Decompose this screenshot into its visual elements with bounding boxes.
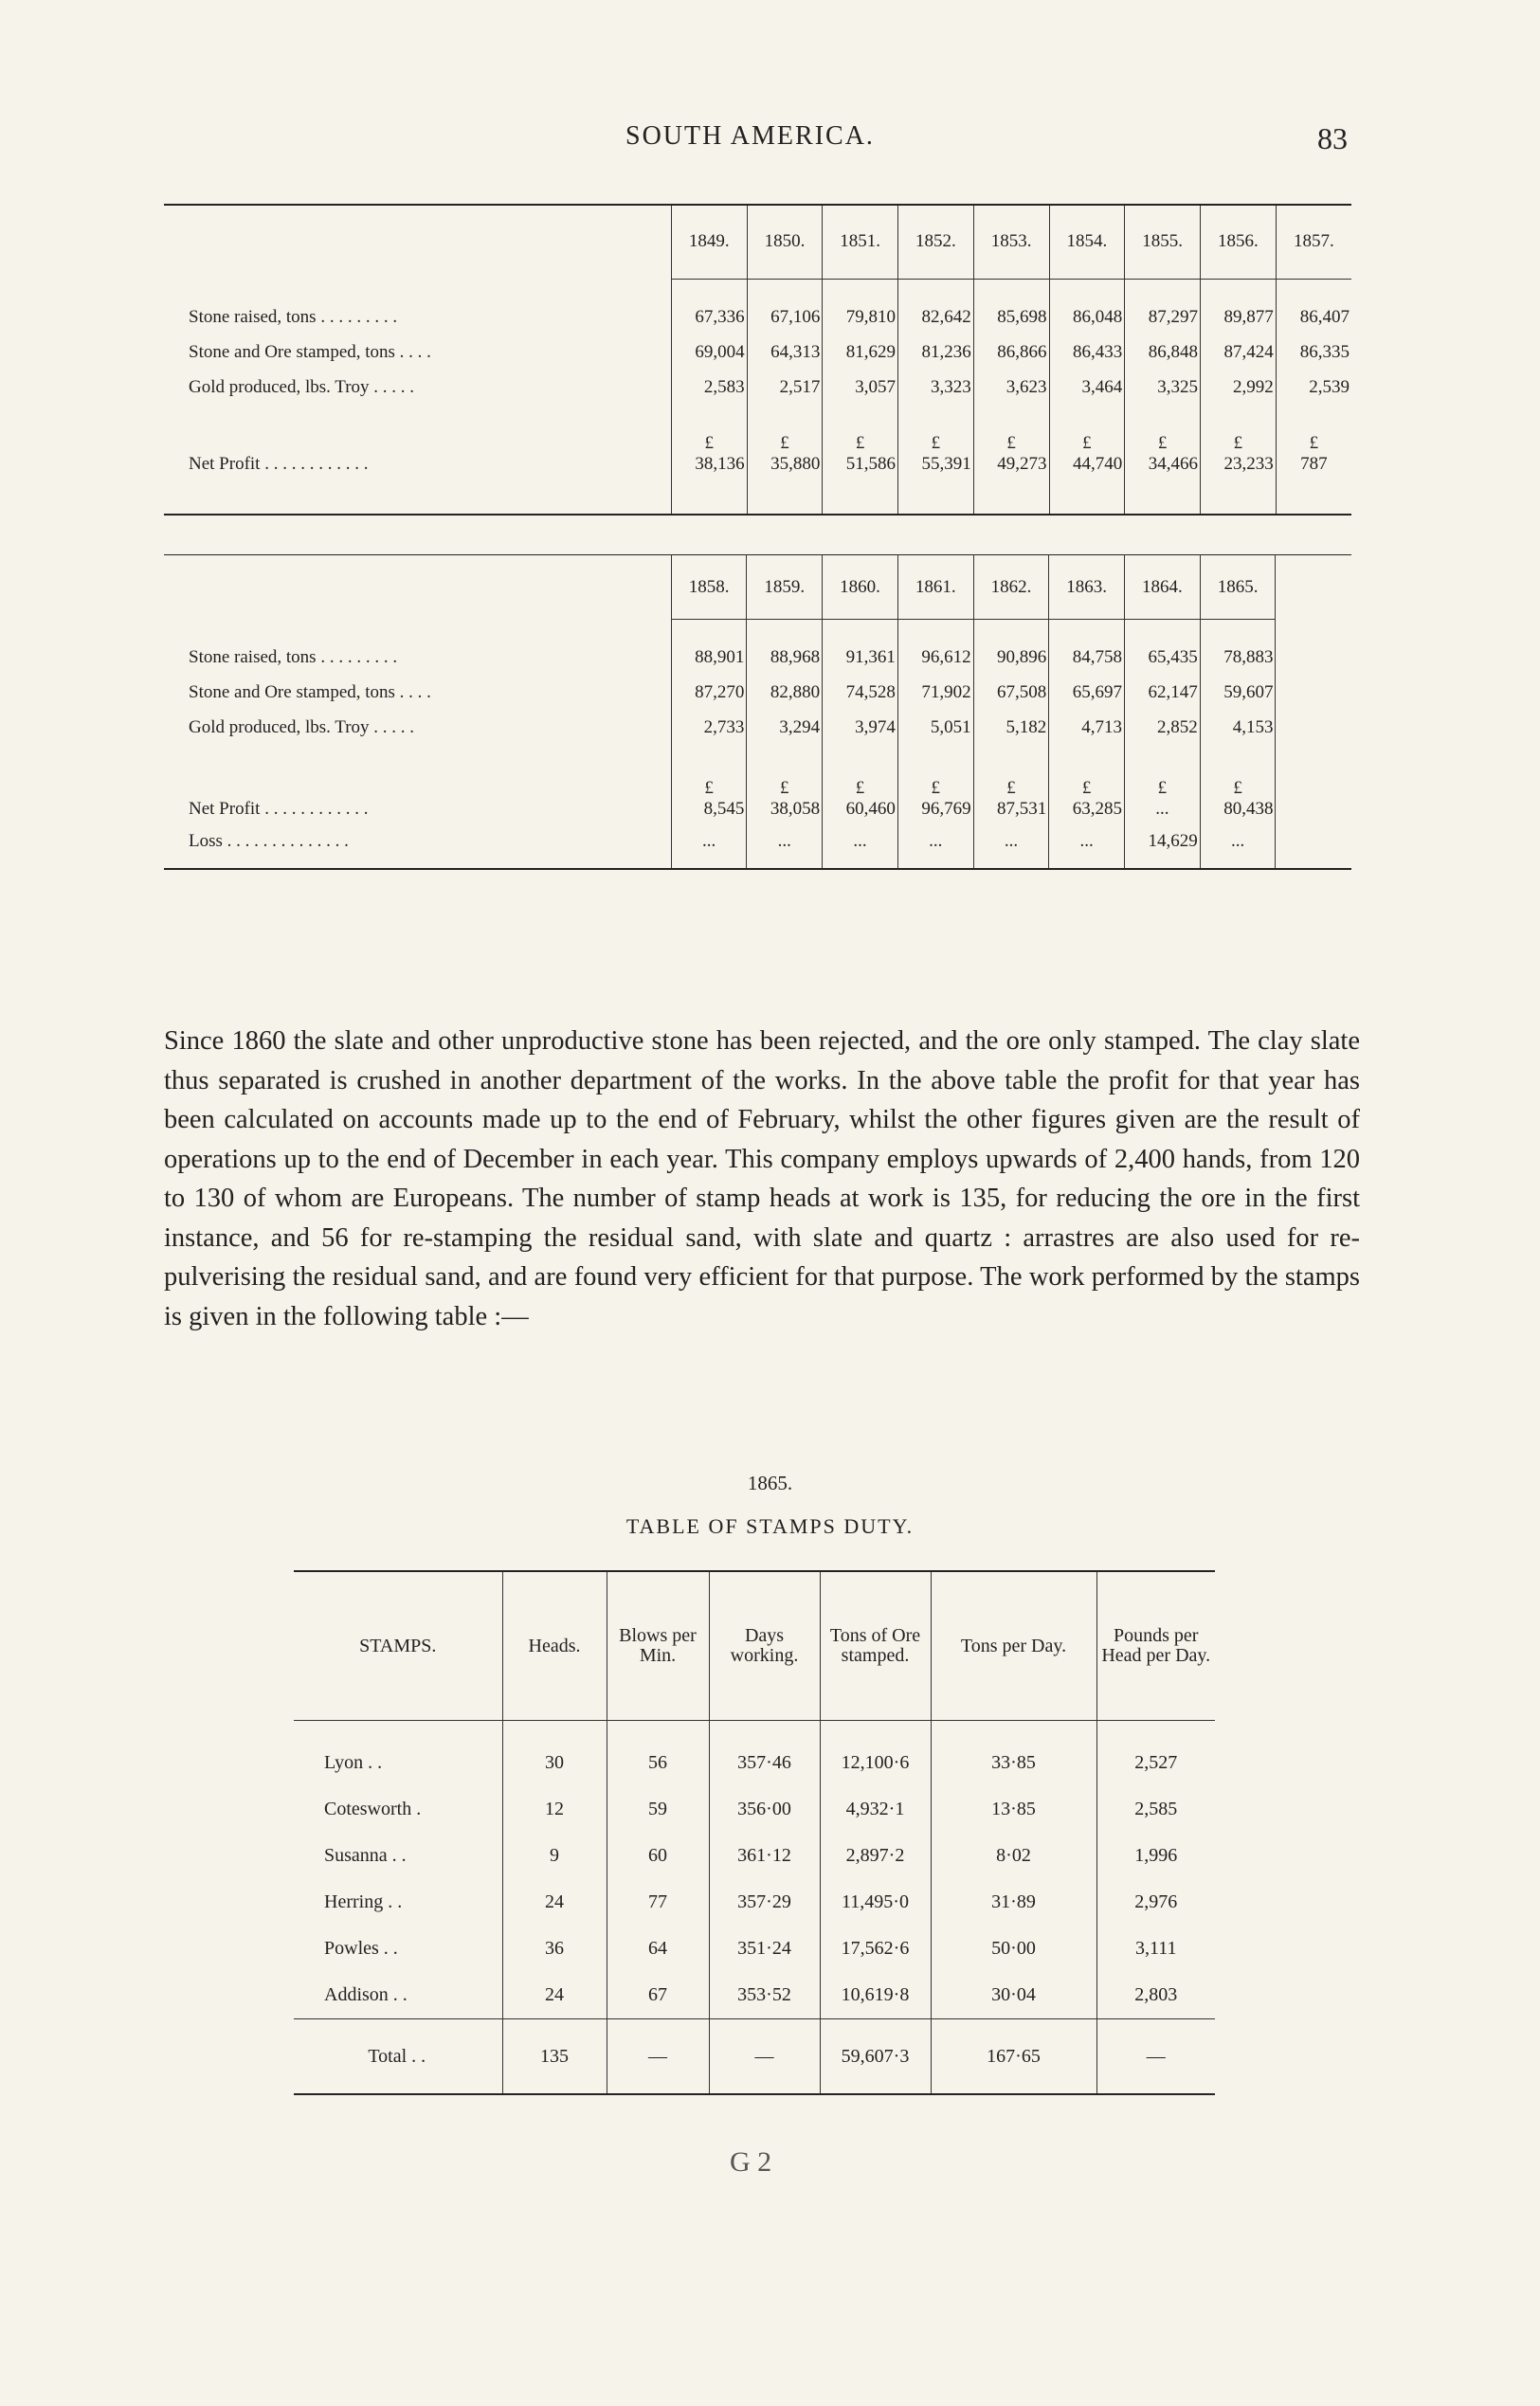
value-cell: 85,698 <box>973 299 1049 335</box>
value-cell: 80,438 <box>1200 799 1276 831</box>
value-cell: 67,336 <box>671 299 747 335</box>
value-cell: 3,111 <box>1096 1926 1215 1972</box>
value-cell: 82,642 <box>898 299 974 335</box>
currency-symbol: £ <box>823 405 898 454</box>
value-cell: ... <box>897 831 973 869</box>
row-label: Stone and Ore stamped, tons . . . . <box>189 341 431 362</box>
table-row <box>164 370 1351 405</box>
year-cell: 1864. <box>1125 555 1201 620</box>
value-cell: 87,424 <box>1200 335 1276 370</box>
value-cell: 62,147 <box>1125 676 1201 711</box>
value-cell: ... <box>823 831 898 869</box>
table-row <box>294 1786 1215 1833</box>
value-cell: 4,153 <box>1200 711 1276 746</box>
value-cell: 2,803 <box>1096 1972 1215 2019</box>
value-cell: 86,433 <box>1049 335 1125 370</box>
value-cell: 23,233 <box>1200 454 1276 486</box>
value-cell: 87,297 <box>1125 299 1201 335</box>
value-cell: 67,106 <box>747 299 823 335</box>
value-cell: 357·46 <box>709 1721 820 1787</box>
value-cell: 87,531 <box>973 799 1049 831</box>
currency-symbol: £ <box>1200 746 1276 799</box>
value-cell: 356·00 <box>709 1786 820 1833</box>
value-cell: 2,733 <box>671 711 747 746</box>
running-title: SOUTH AMERICA. <box>625 121 875 151</box>
value-cell: 3,464 <box>1049 370 1125 405</box>
value-cell: ... <box>1125 799 1201 831</box>
value-cell: 24 <box>502 1972 607 2019</box>
year-cell: 1863. <box>1049 555 1125 620</box>
value-cell: 49,273 <box>973 454 1049 486</box>
value-cell: 2,976 <box>1096 1879 1215 1926</box>
body-paragraph <box>164 1022 1360 1336</box>
value-cell: 13·85 <box>931 1786 1096 1833</box>
table-row <box>164 641 1351 676</box>
value-cell: 60 <box>607 1833 709 1879</box>
table-row <box>294 1972 1215 2019</box>
page-number: 83 <box>1317 121 1348 155</box>
value-cell: 87,270 <box>671 676 747 711</box>
value-cell: — <box>709 2019 820 2095</box>
currency-symbol: £ <box>671 405 747 454</box>
table-row <box>294 1926 1215 1972</box>
column-header: Tons of Ore stamped. <box>820 1571 931 1721</box>
value-cell: 74,528 <box>823 676 898 711</box>
value-cell: 351·24 <box>709 1926 820 1972</box>
value-cell: 8,545 <box>671 799 747 831</box>
row-label: Stone raised, tons . . . . . . . . . <box>189 306 398 327</box>
value-cell: 17,562·6 <box>820 1926 931 1972</box>
value-cell: 35,880 <box>747 454 823 486</box>
value-cell: 4,932·1 <box>820 1786 931 1833</box>
value-cell: 4,713 <box>1049 711 1125 746</box>
currency-symbol: £ <box>1276 405 1351 454</box>
value-cell: ... <box>973 831 1049 869</box>
value-cell: 2,585 <box>1096 1786 1215 1833</box>
value-cell: 64 <box>607 1926 709 1972</box>
stamp-name: Cotesworth . <box>324 1799 422 1819</box>
value-cell: 96,769 <box>897 799 973 831</box>
value-cell: — <box>607 2019 709 2095</box>
paragraph-text: Since 1860 the slate and other unproductive stone has been rejected, and the ore only stamped. The clay slate thus separated is crushed in another department of the works. In the above table the profit for that year has been calculated on accounts made up to the end of February, whilst the other figures given are the result of operations up to the end of December in each year. This company employs upwards of 2,400 hands, from 120 to 130 of whom are Europeans. The number of stamp heads at work is 135, for reducing the ore in the first instance, and 56 for re-stamping the residual sand, with slate and quartz : arrastres are also used for re-pulverising the residual sand, and are found very efficient for that purpose. The work performed by the stamps is given in the following table :— <box>164 1026 1360 1331</box>
value-cell: 361·12 <box>709 1833 820 1879</box>
value-cell: 3,323 <box>898 370 974 405</box>
value-cell: 9 <box>502 1833 607 1879</box>
currency-row <box>164 746 1351 799</box>
currency-symbol: £ <box>1200 405 1276 454</box>
value-cell: ... <box>1049 831 1125 869</box>
value-cell: 59,607·3 <box>820 2019 931 2095</box>
currency-symbol: £ <box>823 746 898 799</box>
net-profit-row <box>164 799 1351 831</box>
value-cell: 31·89 <box>931 1879 1096 1926</box>
column-header: STAMPS. <box>294 1571 502 1721</box>
table-row <box>164 711 1351 746</box>
signature-mark: G 2 <box>730 2146 772 2178</box>
value-cell: 3,623 <box>973 370 1049 405</box>
value-cell: 71,902 <box>897 676 973 711</box>
value-cell: 38,136 <box>671 454 747 486</box>
year-cell: 1852. <box>898 205 974 279</box>
value-cell: 86,866 <box>973 335 1049 370</box>
value-cell: 64,313 <box>747 335 823 370</box>
currency-symbol: £ <box>897 746 973 799</box>
value-cell: 86,407 <box>1276 299 1351 335</box>
year-cell: 1857. <box>1276 205 1351 279</box>
column-header: Tons per Day. <box>931 1571 1096 1721</box>
value-cell: 86,848 <box>1125 335 1201 370</box>
value-cell: 3,974 <box>823 711 898 746</box>
row-label: Net Profit . . . . . . . . . . . . <box>189 454 369 474</box>
table-row <box>164 335 1351 370</box>
value-cell: 33·85 <box>931 1721 1096 1787</box>
value-cell: 84,758 <box>1049 641 1125 676</box>
value-cell: 34,466 <box>1125 454 1201 486</box>
value-cell: 65,435 <box>1125 641 1201 676</box>
row-label: Stone and Ore stamped, tons . . . . <box>189 682 431 702</box>
value-cell: 81,629 <box>823 335 898 370</box>
year-cell: 1849. <box>671 205 747 279</box>
value-cell: 96,612 <box>897 641 973 676</box>
value-cell: 44,740 <box>1049 454 1125 486</box>
value-cell: 787 <box>1276 454 1351 486</box>
value-cell: 86,048 <box>1049 299 1125 335</box>
value-cell: 88,968 <box>747 641 823 676</box>
year-cell: 1850. <box>747 205 823 279</box>
row-label: Stone raised, tons . . . . . . . . . <box>189 647 398 667</box>
table-row <box>294 1879 1215 1926</box>
value-cell: 50·00 <box>931 1926 1096 1972</box>
value-cell: ... <box>1200 831 1276 869</box>
stamp-name: Powles . . <box>324 1938 398 1959</box>
currency-symbol: £ <box>747 746 823 799</box>
year-header-row <box>164 205 1351 279</box>
year-cell: 1862. <box>973 555 1049 620</box>
year-cell: 1853. <box>973 205 1049 279</box>
net-profit-row <box>164 454 1351 486</box>
currency-symbol: £ <box>1125 746 1201 799</box>
value-cell: 357·29 <box>709 1879 820 1926</box>
table-row <box>164 676 1351 711</box>
row-label: Gold produced, lbs. Troy . . . . . <box>189 717 415 737</box>
value-cell: ... <box>671 831 747 869</box>
year-cell: 1865. <box>1200 555 1276 620</box>
value-cell: 59 <box>607 1786 709 1833</box>
value-cell: 8·02 <box>931 1833 1096 1879</box>
currency-symbol: £ <box>973 746 1049 799</box>
value-cell: 86,335 <box>1276 335 1351 370</box>
currency-symbol: £ <box>747 405 823 454</box>
production-table-1858-1865 <box>164 554 1351 870</box>
value-cell: 135 <box>502 2019 607 2095</box>
value-cell: 88,901 <box>671 641 747 676</box>
stamp-name: Addison . . <box>324 1984 408 2005</box>
currency-symbol: £ <box>1049 746 1125 799</box>
value-cell: 2,527 <box>1096 1721 1215 1787</box>
value-cell: 353·52 <box>709 1972 820 2019</box>
currency-symbol: £ <box>898 405 974 454</box>
value-cell: 1,996 <box>1096 1833 1215 1879</box>
year-cell: 1856. <box>1200 205 1276 279</box>
stamps-table-title: TABLE OF STAMPS DUTY. <box>625 1514 915 1538</box>
total-label: Total . . <box>294 2019 502 2095</box>
value-cell: 79,810 <box>823 299 898 335</box>
column-header: Heads. <box>502 1571 607 1721</box>
year-cell: 1851. <box>823 205 898 279</box>
value-cell: 10,619·8 <box>820 1972 931 2019</box>
value-cell: 67,508 <box>973 676 1049 711</box>
stamps-table-year: 1865. <box>747 1472 793 1494</box>
currency-symbol: £ <box>973 405 1049 454</box>
value-cell: 5,182 <box>973 711 1049 746</box>
value-cell: 2,517 <box>747 370 823 405</box>
stamp-name: Lyon . . <box>324 1752 383 1773</box>
value-cell: 90,896 <box>973 641 1049 676</box>
value-cell: 3,057 <box>823 370 898 405</box>
year-cell: 1860. <box>823 555 898 620</box>
value-cell: 59,607 <box>1200 676 1276 711</box>
value-cell: 2,992 <box>1200 370 1276 405</box>
value-cell: 3,325 <box>1125 370 1201 405</box>
currency-row <box>164 405 1351 454</box>
value-cell: 81,236 <box>898 335 974 370</box>
value-cell: 60,460 <box>823 799 898 831</box>
value-cell: 12 <box>502 1786 607 1833</box>
value-cell: 82,880 <box>747 676 823 711</box>
value-cell: 56 <box>607 1721 709 1787</box>
stamp-name: Susanna . . <box>324 1845 407 1866</box>
value-cell: 91,361 <box>823 641 898 676</box>
year-cell: 1861. <box>897 555 973 620</box>
column-header: Pounds per Head per Day. <box>1096 1571 1215 1721</box>
year-cell: 1854. <box>1049 205 1125 279</box>
value-cell: 67 <box>607 1972 709 2019</box>
stamp-name: Herring . . <box>324 1891 403 1912</box>
value-cell: 77 <box>607 1879 709 1926</box>
value-cell: 51,586 <box>823 454 898 486</box>
row-label: Gold produced, lbs. Troy . . . . . <box>189 376 415 397</box>
value-cell: 78,883 <box>1200 641 1276 676</box>
value-cell: ... <box>747 831 823 869</box>
value-cell: 2,583 <box>671 370 747 405</box>
value-cell: 30 <box>502 1721 607 1787</box>
running-head <box>0 121 1540 159</box>
production-table-1849-1857 <box>164 204 1351 516</box>
value-cell: 89,877 <box>1200 299 1276 335</box>
header-row <box>294 1571 1215 1721</box>
value-cell: 12,100·6 <box>820 1721 931 1787</box>
value-cell: 24 <box>502 1879 607 1926</box>
value-cell: 2,852 <box>1125 711 1201 746</box>
value-cell: 167·65 <box>931 2019 1096 2095</box>
value-cell: 3,294 <box>747 711 823 746</box>
value-cell: 5,051 <box>897 711 973 746</box>
value-cell: 30·04 <box>931 1972 1096 2019</box>
table-row <box>294 1833 1215 1879</box>
currency-symbol: £ <box>1125 405 1201 454</box>
value-cell: — <box>1096 2019 1215 2095</box>
value-cell: 14,629 <box>1125 831 1201 869</box>
value-cell: 38,058 <box>747 799 823 831</box>
year-cell: 1858. <box>671 555 747 620</box>
stamps-duty-table <box>294 1570 1215 2095</box>
value-cell: 63,285 <box>1049 799 1125 831</box>
column-header: Blows per Min. <box>607 1571 709 1721</box>
column-header: Days working. <box>709 1571 820 1721</box>
value-cell: 36 <box>502 1926 607 1972</box>
table-row <box>164 299 1351 335</box>
value-cell: 11,495·0 <box>820 1879 931 1926</box>
currency-symbol: £ <box>1049 405 1125 454</box>
currency-symbol: £ <box>671 746 747 799</box>
loss-row <box>164 831 1351 869</box>
row-label: Loss . . . . . . . . . . . . . . <box>189 830 349 851</box>
row-label: Net Profit . . . . . . . . . . . . <box>189 798 369 819</box>
value-cell: 69,004 <box>671 335 747 370</box>
value-cell: 55,391 <box>898 454 974 486</box>
year-header-row <box>164 555 1351 620</box>
table-row <box>294 1721 1215 1787</box>
total-row <box>294 2019 1215 2095</box>
year-cell: 1859. <box>747 555 823 620</box>
value-cell: 2,897·2 <box>820 1833 931 1879</box>
value-cell: 2,539 <box>1276 370 1351 405</box>
value-cell: 65,697 <box>1049 676 1125 711</box>
year-cell: 1855. <box>1125 205 1201 279</box>
